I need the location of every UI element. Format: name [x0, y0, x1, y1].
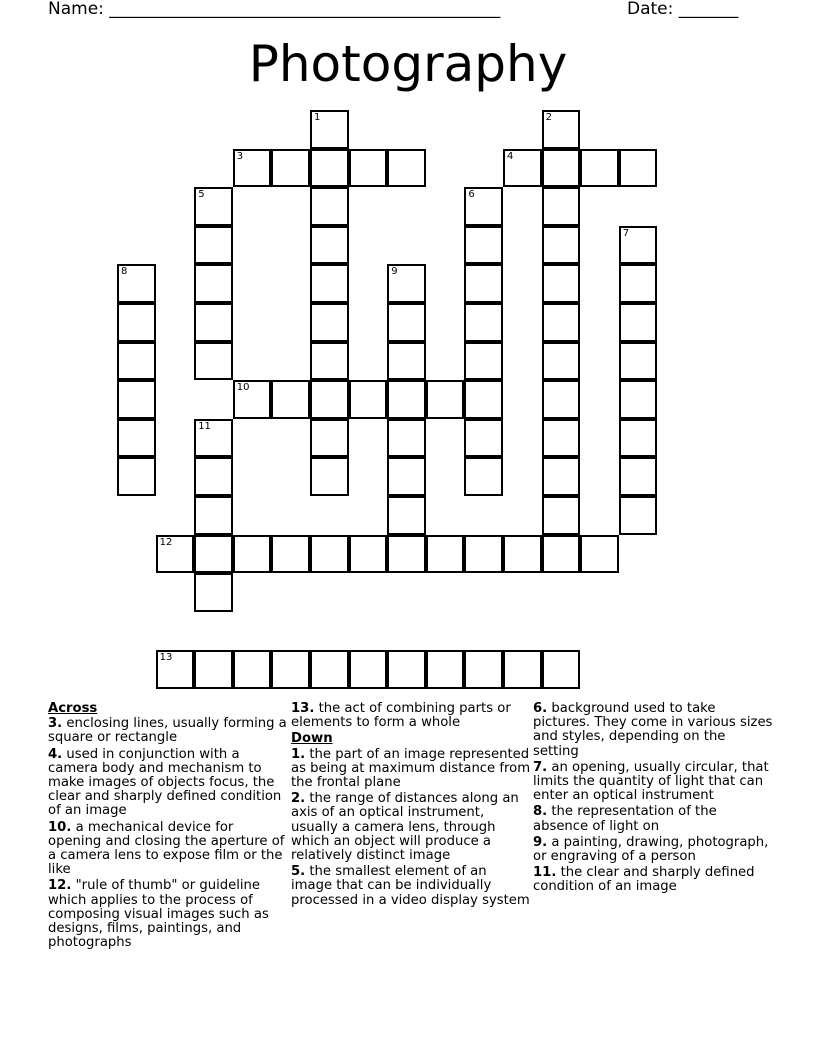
grid-cell[interactable]	[503, 535, 542, 574]
grid-cell[interactable]	[542, 303, 581, 342]
clue-across-12: 12. "rule of thumb" or guideline which applies to the process of composing visual images such as designs, films, paintings, and photographs	[48, 878, 269, 951]
grid-cell[interactable]	[271, 650, 310, 689]
grid-cell[interactable]	[542, 419, 581, 458]
grid-cell[interactable]	[542, 457, 581, 496]
grid-cell[interactable]	[117, 419, 156, 458]
clue-number: 8	[121, 266, 128, 278]
grid-cell[interactable]	[503, 149, 542, 188]
grid-cell[interactable]	[580, 535, 619, 574]
grid-cell[interactable]	[310, 650, 349, 689]
grid-cell[interactable]	[619, 496, 658, 535]
grid-cell[interactable]	[310, 535, 349, 574]
grid-cell[interactable]	[542, 110, 581, 149]
grid-cell[interactable]	[233, 535, 272, 574]
grid-cell[interactable]	[194, 573, 233, 612]
grid-cell[interactable]	[619, 226, 658, 265]
grid-cell[interactable]	[349, 149, 388, 188]
grid-cell[interactable]	[194, 303, 233, 342]
clue-number: 12	[159, 536, 173, 548]
grid-cell[interactable]	[194, 457, 233, 496]
grid-cell[interactable]	[310, 187, 349, 226]
grid-cell[interactable]	[310, 110, 349, 149]
grid-cell[interactable]	[542, 342, 581, 381]
clue-number: 4	[507, 150, 514, 162]
grid-cell[interactable]	[542, 264, 581, 303]
date-field[interactable]: Date: _______	[627, 0, 739, 19]
grid-cell[interactable]	[194, 650, 233, 689]
grid-cell[interactable]	[542, 496, 581, 535]
clue-down-1: 1. the part of an image represented as being at maximum distance from the frontal plane	[291, 746, 531, 791]
grid-cell[interactable]	[464, 342, 503, 381]
grid-cell[interactable]	[117, 264, 156, 303]
across-heading: Across	[48, 701, 98, 716]
grid-cell[interactable]	[349, 650, 388, 689]
clue-across-3: 3. enclosing lines, usually forming a square or rectangle	[48, 716, 287, 746]
puzzle-title: Photography	[248, 35, 568, 93]
grid-cell[interactable]	[619, 342, 658, 381]
grid-cell[interactable]	[542, 149, 581, 188]
grid-cell[interactable]	[349, 380, 388, 419]
grid-cell[interactable]	[310, 149, 349, 188]
clue-across-4: 4. used in conjunction with a camera body and mechanism to make images of objects focus, the clear and sharply defined condition of an image	[48, 746, 282, 819]
grid-cell[interactable]	[464, 380, 503, 419]
grid-cell[interactable]	[156, 535, 195, 574]
clues-column-1	[48, 702, 288, 952]
grid-cell[interactable]	[194, 342, 233, 381]
grid-cell[interactable]	[619, 457, 658, 496]
grid-cell[interactable]	[387, 496, 426, 535]
grid-cell[interactable]	[117, 457, 156, 496]
grid-cell[interactable]	[387, 535, 426, 574]
grid-cell[interactable]	[310, 226, 349, 265]
grid-cell[interactable]	[619, 149, 658, 188]
grid-cell[interactable]	[117, 342, 156, 381]
clue-down-6: 6. background used to take pictures. They come in various sizes and styles, depending on the setting	[533, 701, 773, 759]
grid-cell[interactable]	[387, 264, 426, 303]
grid-cell[interactable]	[194, 187, 233, 226]
grid-cell[interactable]	[542, 226, 581, 265]
clues-column-3	[533, 702, 773, 897]
clue-across-10: 10. a mechanical device for opening and closing the aperture of a camera lens to expose film or the like	[48, 819, 285, 878]
clue-number: 9	[391, 266, 398, 278]
clue-number: 3	[236, 150, 244, 162]
grid-cell[interactable]	[310, 342, 349, 381]
clue-down-2: 2. the range of distances along an axis of an optical instrument, usually a camera lens, through which an object will produce a relatively distinct image	[291, 791, 519, 864]
clue-down-8: 8. the representation of the absence of light on	[533, 804, 717, 834]
grid-cell[interactable]	[387, 149, 426, 188]
grid-cell[interactable]	[349, 535, 388, 574]
grid-cell[interactable]	[233, 650, 272, 689]
grid-cell[interactable]	[233, 149, 272, 188]
grid-cell[interactable]	[233, 380, 272, 419]
grid-cell[interactable]	[542, 187, 581, 226]
grid-cell[interactable]	[426, 380, 465, 419]
grid-cell[interactable]	[619, 419, 658, 458]
grid-cell[interactable]	[542, 650, 581, 689]
grid-cell[interactable]	[271, 149, 310, 188]
grid-cell[interactable]	[387, 419, 426, 458]
name-field[interactable]: Name: ______________________________________________	[48, 0, 501, 19]
clue-number: 1	[314, 112, 321, 123]
grid-cell[interactable]	[542, 380, 581, 419]
grid-cell[interactable]	[310, 303, 349, 342]
grid-cell[interactable]	[117, 303, 156, 342]
grid-cell[interactable]	[464, 457, 503, 496]
clue-down-7: 7. an opening, usually circular, that limits the quantity of light that can enter an optical instrument	[533, 759, 769, 804]
grid-cell[interactable]	[387, 380, 426, 419]
grid-cell[interactable]	[426, 535, 465, 574]
grid-cell[interactable]	[503, 650, 542, 689]
down-heading: Down	[291, 731, 333, 747]
clue-down-9: 9. a painting, drawing, photograph, or engraving of a person	[533, 834, 769, 865]
grid-cell[interactable]	[194, 419, 233, 458]
grid-cell[interactable]	[194, 226, 233, 265]
grid-cell[interactable]	[464, 303, 503, 342]
grid-cell[interactable]	[580, 149, 619, 188]
grid-cell[interactable]	[194, 496, 233, 535]
clue-number: 11	[198, 420, 211, 432]
grid-cell[interactable]	[464, 535, 503, 574]
clue-number: 13	[159, 652, 173, 664]
clue-number: 7	[622, 227, 630, 239]
grid-cell[interactable]	[194, 535, 233, 574]
grid-cell[interactable]	[464, 650, 503, 689]
clue-across-13: 13. the act of combining parts or elements to form a whole	[291, 701, 511, 731]
grid-cell[interactable]	[464, 419, 503, 458]
grid-cell[interactable]	[310, 264, 349, 303]
grid-cell[interactable]	[117, 380, 156, 419]
clue-down-11: 11. the clear and sharply defined condition of an image	[533, 865, 755, 895]
grid-cell[interactable]	[310, 419, 349, 458]
grid-cell[interactable]	[387, 650, 426, 689]
clue-number: 2	[545, 112, 552, 123]
grid-cell[interactable]	[464, 264, 503, 303]
clue-number: 5	[198, 189, 205, 201]
grid-cell[interactable]	[310, 457, 349, 496]
grid-cell[interactable]	[387, 342, 426, 381]
grid-cell[interactable]	[464, 187, 503, 226]
clue-number: 10	[236, 382, 250, 394]
grid-cell[interactable]	[619, 380, 658, 419]
clue-down-5: 5. the smallest element of an image that can be individually processed in a video display system	[291, 864, 530, 908]
grid-cell[interactable]	[619, 264, 658, 303]
grid-cell[interactable]	[271, 380, 310, 419]
grid-cell[interactable]	[464, 226, 503, 265]
grid-cell[interactable]	[271, 535, 310, 574]
grid-cell[interactable]	[619, 303, 658, 342]
grid-cell[interactable]	[310, 380, 349, 419]
grid-cell[interactable]	[426, 650, 465, 689]
grid-cell[interactable]	[156, 650, 195, 689]
clues-column-2	[291, 702, 531, 910]
clue-number: 6	[468, 189, 475, 201]
grid-cell[interactable]	[387, 457, 426, 496]
grid-cell[interactable]	[542, 535, 581, 574]
grid-cell[interactable]	[387, 303, 426, 342]
grid-cell[interactable]	[194, 264, 233, 303]
